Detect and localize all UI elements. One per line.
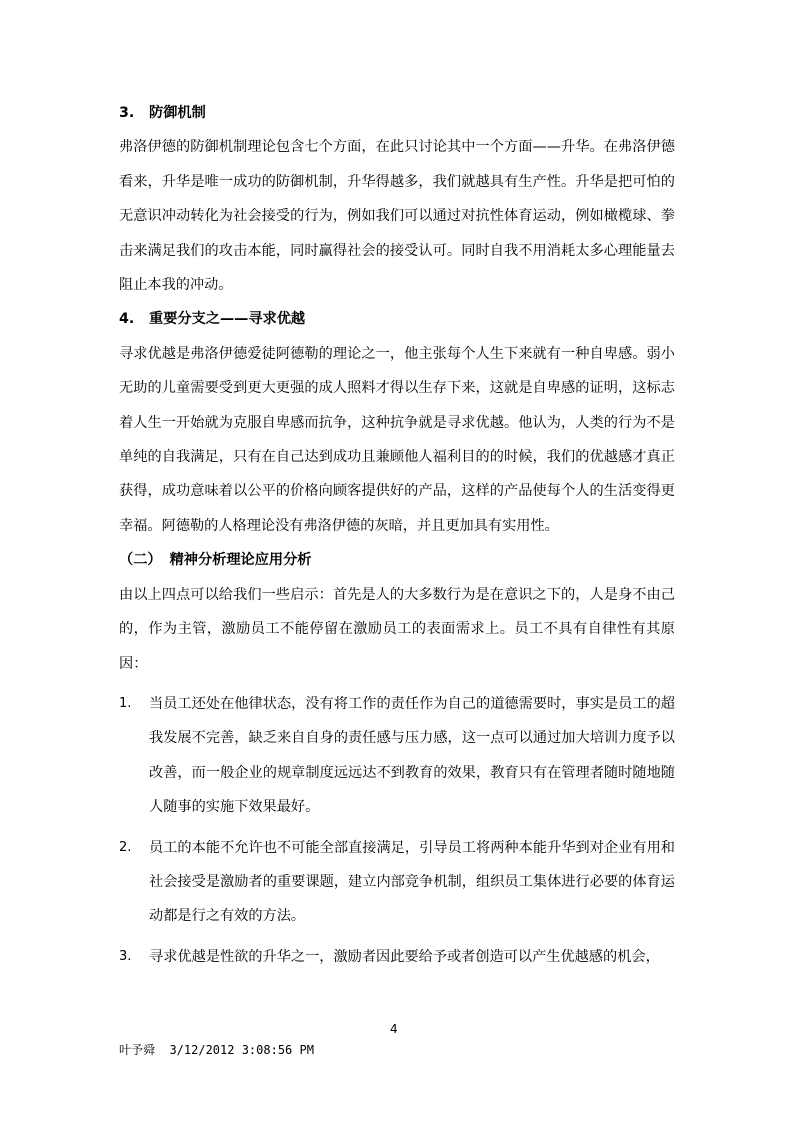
section-title: 防御机制 <box>149 105 206 121</box>
section-paragraph-3: 弗洛伊德的防御机制理论包含七个方面，在此只讨论其中一个方面——升华。在弗洛伊德看来，升华是唯一成功的防御机制，升华得越多，我们就越具有生产性。升华是把可怕的无意识冲动转化为社会接受的行为，例如我们可以通过对抗性体育运动，例如橄榄球、拳击来满足我们的攻击本能，同时赢得社会的接受认可。同时自我不用消耗太多心理能量去阻止本我的冲动。 <box>119 139 675 294</box>
list-item-number: 3. <box>119 948 132 964</box>
list-item-text: 寻求优越是性欲的升华之一，激励者因此要给予或者创造可以产生优越感的机会， <box>149 948 660 965</box>
section-title: 重要分支之——寻求优越 <box>149 311 306 328</box>
list-item-text: 当员工还处在他律状态，没有将工作的责任作为自己的道德需要时，事实是员工的超我发展不完善，缺乏来自自身的责任感与压力感，这一点可以通过加大培训力度予以改善，而一般企业的规章制度远远达不到教育的效果，教育只有在管理者随时随地随人随事的实施下效果最好。 <box>149 695 675 816</box>
section-heading-4 <box>119 302 675 336</box>
section-paragraph-4: 寻求优越是弗洛伊德爱徒阿德勒的理论之一，他主张每个人生下来就有一种自卑感。弱小无助的儿童需要受到更大更强的成人照料才得以生存下来，这就是自卑感的证明，这标志着人生一开始就为克服自卑感而抗争，这种抗争就是寻求优越。他认为，人类的行为不是单纯的自我满足，只有在自己达到成功且兼顾他人福利目的的时候，我们的优越感才真正获得，成功意味着以公平的价格向顾客提供好的产品，这样的产品使每个人的生活变得更幸福。阿德勒的人格理论没有弗洛伊德的灰暗，并且更加具有实用性。 <box>119 345 675 534</box>
list-item <box>119 831 675 934</box>
list-item-text: 员工的本能不允许也不可能全部直接满足，引导员工将两种本能升华到对企业有用和社会接受是激励者的重要课题，建立内部竞争机制，组织员工集体进行必要的体育运动都是行之有效的方法。 <box>149 839 675 925</box>
page-content <box>119 96 675 974</box>
list-item <box>119 687 675 825</box>
page-number: 4 <box>390 1022 398 1036</box>
part-number: （二） <box>119 552 162 569</box>
part-paragraph-2: 由以上四点可以给我们一些启示：首先是人的大多数行为是在意识之下的，人是身不由己的，作为主管，激励员工不能停留在激励员工的表面需求上。员工不具有自律性有其原因： <box>119 586 675 672</box>
part-heading-2 <box>119 543 675 577</box>
list-item-number: 2. <box>119 839 132 855</box>
part-title: 精神分析理论应用分析 <box>169 552 312 569</box>
list-item-number: 1. <box>119 695 132 711</box>
list-item <box>119 940 675 974</box>
page-footer: 叶予舜 3/12/2012 3:08:56 PM <box>119 1043 314 1057</box>
section-heading-3 <box>119 96 675 130</box>
section-number: 3. <box>119 105 135 121</box>
section-number: 4. <box>119 311 135 328</box>
